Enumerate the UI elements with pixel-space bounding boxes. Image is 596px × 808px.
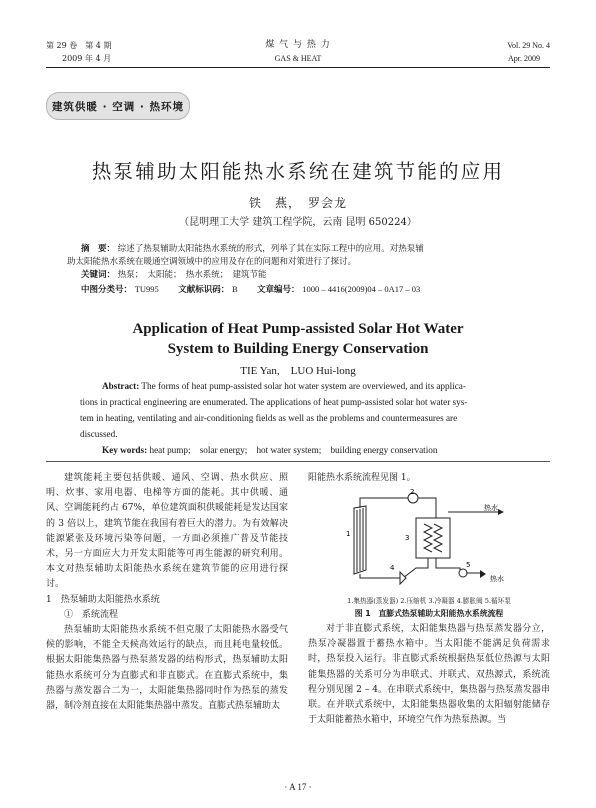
fig-label-hot-water-2: 热水 — [490, 575, 504, 583]
figure-1-caption: 图 1 直膨式热泵辅助太阳能热水系统流程 — [354, 609, 504, 618]
fig-number-4: 4 — [390, 564, 395, 572]
class-number: TU995 — [134, 284, 159, 294]
header-date-cn: 2009 年 4 月 — [62, 54, 112, 63]
abstract-cn — [67, 243, 521, 297]
abstract-en — [46, 378, 550, 458]
abstract-en-label: Abstract: — [102, 381, 140, 391]
left-column — [46, 471, 288, 714]
authors-cn: 铁 燕， 罗会龙 — [248, 196, 347, 210]
right-column-body — [308, 622, 550, 728]
fig-number-1: 1 — [346, 530, 351, 538]
keywords-cn: 热泵； 太阳能； 热水系统； 建筑节能 — [117, 270, 267, 280]
doc-code-label: 文献标识码： — [178, 285, 230, 295]
fig-number-2: 2 — [410, 488, 415, 496]
section-band — [46, 92, 190, 120]
pump-symbol — [459, 569, 467, 577]
hot-water-arrow-1 — [498, 509, 504, 515]
title-en-line1: Application of Heat Pump-assisted Solar Hot Water — [132, 321, 464, 337]
right-intro: 阳能热水系统流程见图 1。 — [308, 473, 416, 483]
left-paragraph-1: 建筑能耗主要包括供暖、通风、空调、热水供应、照明、炊事、家用电器、电梯等方面的能耗。其中供暖、通风、空调能耗约占 67%，单位建筑面积供暖能耗是发达国家的 3 倍以上，建筑节能在我国有着巨大的潜力。为有效解决能源紧张及环境污染等问题，一方面必须推广普及节能技术，另一方面应大力开发太阳能等可再生能源的研究利用。本文对热泵辅助太阳能热水系统在建筑节能的应用进行探讨。 — [46, 473, 288, 590]
header-rule — [46, 67, 550, 68]
keywords-en: heat pump; solar energy; hot water system; building energy conservation — [149, 445, 438, 455]
section-heading-1: 1 热泵辅助太阳能热水系统 — [46, 594, 160, 605]
fig-label-hot-water-1: 热水 — [484, 504, 498, 512]
figure-1-legend: 1.集热器(蒸发器) 2.压缩机 3.冷凝器 4.膨胀阀 5.循环泵 — [347, 597, 511, 605]
header-journal-en: GAS & HEAT — [274, 54, 322, 63]
title-en-line2: System to Building Energy Conservation — [167, 341, 429, 357]
abstract-en-line1: The forms of heat pump-assisted solar hot water system are overviewed, and its applica- — [141, 381, 466, 391]
collector — [354, 506, 366, 574]
article-number: 1000 – 4416(2009)04 – 0A17 – 03 — [302, 284, 421, 294]
abstract-en-line2: tions in practical engineering are enumerated. The applications of heat pump-assisted solar hot water sys- — [80, 397, 468, 407]
header-date-en: Apr. 2009 — [508, 54, 540, 63]
abstract-rule — [46, 461, 550, 462]
header-volume-cn: 第 29 卷 第 4 期 — [46, 41, 112, 50]
fig-number-3: 3 — [405, 534, 410, 542]
class-number-label: 中图分类号： — [81, 285, 133, 295]
section-band-label: 建筑供暖 · 空调 · 热环境 — [51, 101, 185, 113]
abstract-cn-line2: 助太阳能热水系统在暖通空调领域中的应用及存在的问题和对策进行了探讨。 — [67, 257, 357, 267]
page-number: · A 17 · — [284, 782, 312, 792]
title-cn: 热泵辅助太阳能热水系统在建筑节能的应用 — [91, 160, 505, 183]
authors-en: TIE Yan, LUO Hui-long — [240, 365, 356, 377]
hot-water-arrow-2 — [480, 570, 486, 578]
abstract-cn-line1: 综述了热泵辅助太阳能热水系统的形式，列举了其在实际工程中的应用。对热泵辅 — [117, 244, 424, 254]
fig-number-5: 5 — [466, 561, 471, 569]
keywords-cn-label: 关键词： — [81, 270, 116, 280]
header-volume-en: Vol. 29 No. 4 — [507, 41, 550, 50]
left-paragraph-2: 热泵辅助太阳能热水系统不但克服了太阳能热水器受气候的影响，不能全天候高效运行的缺点，而且耗电量较低。根据太阳能集热器与热泵蒸发器的结构形式，热泵辅助太阳能热水系统可分为直膨式和非直膨式。在直膨式系统中，集热器与蒸发器合二为一，太阳能集热器同时作为热泵的蒸发器，制冷剂直接在太阳能集热器中蒸发。直膨式热泵辅助太 — [46, 625, 288, 712]
keywords-en-label: Key words: — [102, 445, 148, 455]
abstract-cn-label: 摘 要： — [81, 244, 116, 254]
header-journal-cn: 煤 气 与 热 力 — [265, 40, 331, 50]
abstract-en-line3: tem in heating, ventilating and air-conditioning fields as well as the problems and countermeasures are — [80, 413, 458, 423]
subsection-heading-1: ① 系统流程 — [64, 609, 119, 620]
figure-1-diagram — [308, 488, 550, 596]
affiliation-cn: （昆明理工大学 建筑工程学院，云南 昆明 650224） — [179, 217, 417, 228]
doc-code: B — [231, 284, 238, 294]
tank — [416, 518, 450, 558]
right-column-intro — [308, 471, 550, 486]
abstract-en-line4: discussed. — [80, 429, 118, 439]
expansion-valve-symbol — [400, 572, 406, 584]
article-number-label: 文章编号： — [257, 285, 300, 295]
right-paragraph-1: 对于非直膨式系统，太阳能集热器与热泵蒸发器分立，热泵冷凝器置于蓄热水箱中。当太阳能不能满足负荷需求时，热泵投入运行。非直膨式系统根据热泵低位热源与太阳能集热器的关系可分为串联式、并联式、双热源式，系统流程分别见图 2 – 4。在串联式系统中，集热器与热泵蒸发器串联。在并联式系统中，太阳能集热器收集的太阳辐射能储存于太阳能蓄热水箱中，环境空气作为热泵热源。当 — [308, 624, 550, 726]
